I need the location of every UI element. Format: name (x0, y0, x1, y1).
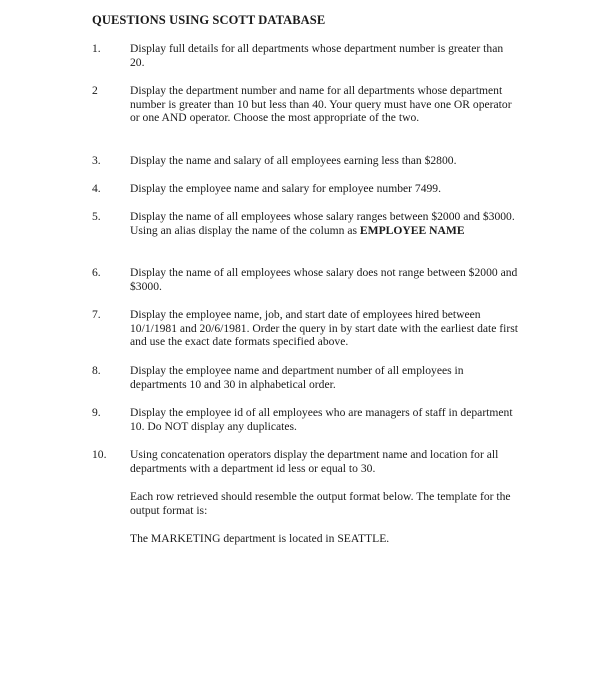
question-number: 6. (92, 266, 101, 279)
question-number: 8. (92, 364, 101, 377)
question-number: 9. (92, 406, 101, 419)
document-title: QUESTIONS USING SCOTT DATABASE (92, 13, 326, 27)
question-text: Display the employee name, job, and start date of employees hired between 10/1/1981 and 20/6/1981. Order the query in by start date with the earliest date first and use the exact date formats specified above. (130, 308, 518, 349)
question-number: 4. (92, 182, 101, 195)
question-text: Display the employee name and salary for employee number 7499. (130, 182, 441, 195)
question-number: 7. (92, 308, 101, 321)
question-number: 10. (92, 448, 107, 461)
question-text: Display the name of all employees whose salary does not range between $2000 and $3000. (130, 266, 518, 293)
column-alias-label: EMPLOYEE NAME (359, 223, 465, 237)
question-text: Display the name and salary of all employees earning less than $2800. (130, 154, 457, 167)
question-number: 3. (92, 154, 101, 167)
question-number: 5. (92, 210, 101, 223)
question-text: Display the employee name and department number of all employees in departments 10 and 30 in alphabetical order. (130, 364, 464, 391)
question-text: Display the department number and name for all departments whose department number is greater than 10 but less than 40. Your query must have one OR operator or one AND operator. Choose the most appropriate of the two. (130, 84, 512, 125)
question-number: 1. (92, 42, 101, 55)
output-format-example: The MARKETING department is located in SEATTLE. (130, 532, 390, 545)
output-format-note: Each row retrieved should resemble the output format below. The template for the output format is: (130, 490, 511, 517)
question-text: Using concatenation operators display the department name and location for all departments with a department id less or equal to 30. (130, 448, 499, 475)
question-text: Display full details for all departments whose department number is greater than 20. (130, 42, 504, 69)
question-number: 2 (92, 84, 98, 97)
question-text (130, 210, 520, 237)
question-text-plain: Display the name of all employees whose salary ranges between $2000 and $3000. Using an alias display the name of the column as (130, 210, 515, 237)
question-text: Display the employee id of all employees who are managers of staff in department 10. Do NOT display any duplicates. (130, 406, 513, 433)
